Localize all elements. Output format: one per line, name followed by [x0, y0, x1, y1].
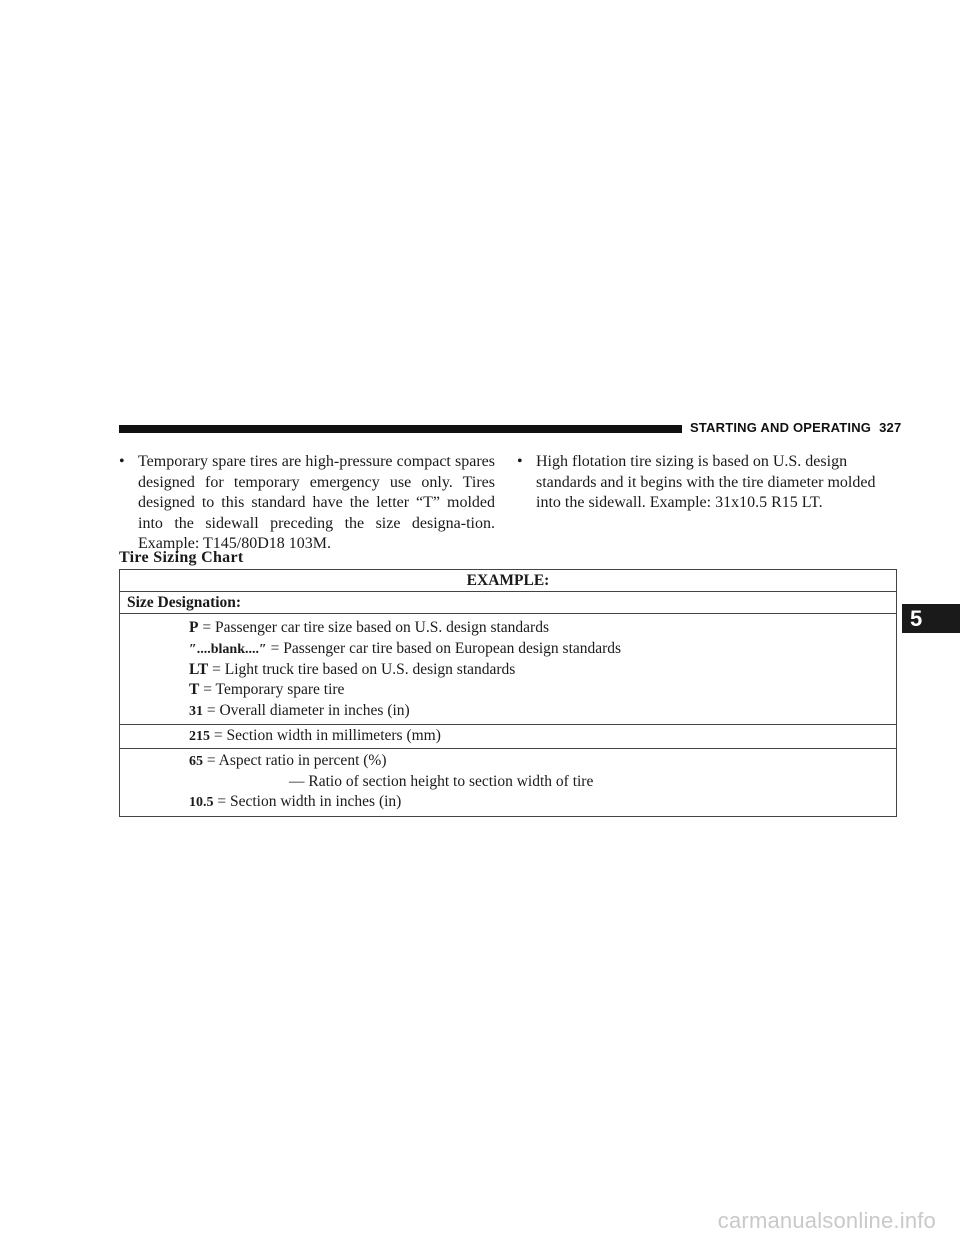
chart-desc: = Passenger car tire based on European design standards [270, 639, 622, 657]
chart-code: 10.5 [189, 795, 214, 811]
chart-line [120, 701, 896, 722]
chart-code: LT [189, 660, 209, 678]
bullet-temporary-spare [119, 452, 495, 555]
chart-title: Tire Sizing Chart [119, 549, 244, 566]
header-section-title: STARTING AND OPERATING [690, 420, 872, 435]
chart-code: ″....blank....″ [189, 641, 267, 657]
chart-group-section-width [120, 725, 896, 749]
chart-line [120, 726, 896, 747]
chart-desc: = Section width in inches (in) [217, 793, 402, 811]
chart-group-aspect-ratio [120, 749, 896, 816]
chart-line-note: — Ratio of section height to section width of tire [289, 772, 594, 790]
chart-size-designation: Size Designation: [120, 592, 896, 614]
bullet-icon: • [517, 453, 523, 470]
chart-desc: = Aspect ratio in percent (%) [206, 751, 387, 769]
bullet-text: High flotation tire sizing is based on U.S. design standards and it begins with the tire diameter molded into the sidewall. Example: 31x10.5 R15 LT. [536, 453, 876, 511]
chart-code: P [189, 619, 199, 636]
left-column [119, 452, 495, 555]
chart-code: 215 [189, 728, 210, 744]
chart-line [120, 792, 896, 813]
bullet-text: Temporary spare tires are high-pressure compact spares designed for temporary emergency use only. Tires designed to this standard have the letter “T” molded into the sidewall preceding the size designa-tion. Example: T145/80D18 103M. [138, 453, 495, 552]
tire-sizing-chart [119, 569, 897, 817]
chart-code: 65 [189, 753, 203, 769]
chart-desc: = Light truck tire based on U.S. design standards [212, 660, 516, 678]
header-rule [119, 425, 682, 433]
page-number: 327 [879, 420, 902, 435]
watermark: carmanualsonline.info [717, 1208, 936, 1233]
chart-line [120, 680, 896, 701]
chart-line [120, 639, 896, 660]
chapter-number: 5 [910, 606, 923, 631]
chart-group-tire-type [120, 614, 896, 725]
bullet-high-flotation [517, 452, 897, 514]
chart-desc: = Overall diameter in inches (in) [206, 702, 410, 720]
chart-code: 31 [189, 704, 203, 720]
chart-line [120, 751, 896, 772]
chart-desc: = Passenger car tire size based on U.S. design standards [202, 619, 549, 636]
chart-desc: = Temporary spare tire [203, 681, 345, 699]
chart-line [120, 660, 896, 681]
running-header [690, 420, 901, 435]
bullet-icon: • [119, 453, 125, 470]
chart-example-header: EXAMPLE: [120, 570, 896, 592]
chart-desc: = Section width in millimeters (mm) [213, 726, 441, 744]
chapter-tab [902, 604, 960, 633]
chart-line [120, 618, 896, 639]
chart-code: T [189, 681, 200, 699]
right-column [517, 452, 897, 514]
